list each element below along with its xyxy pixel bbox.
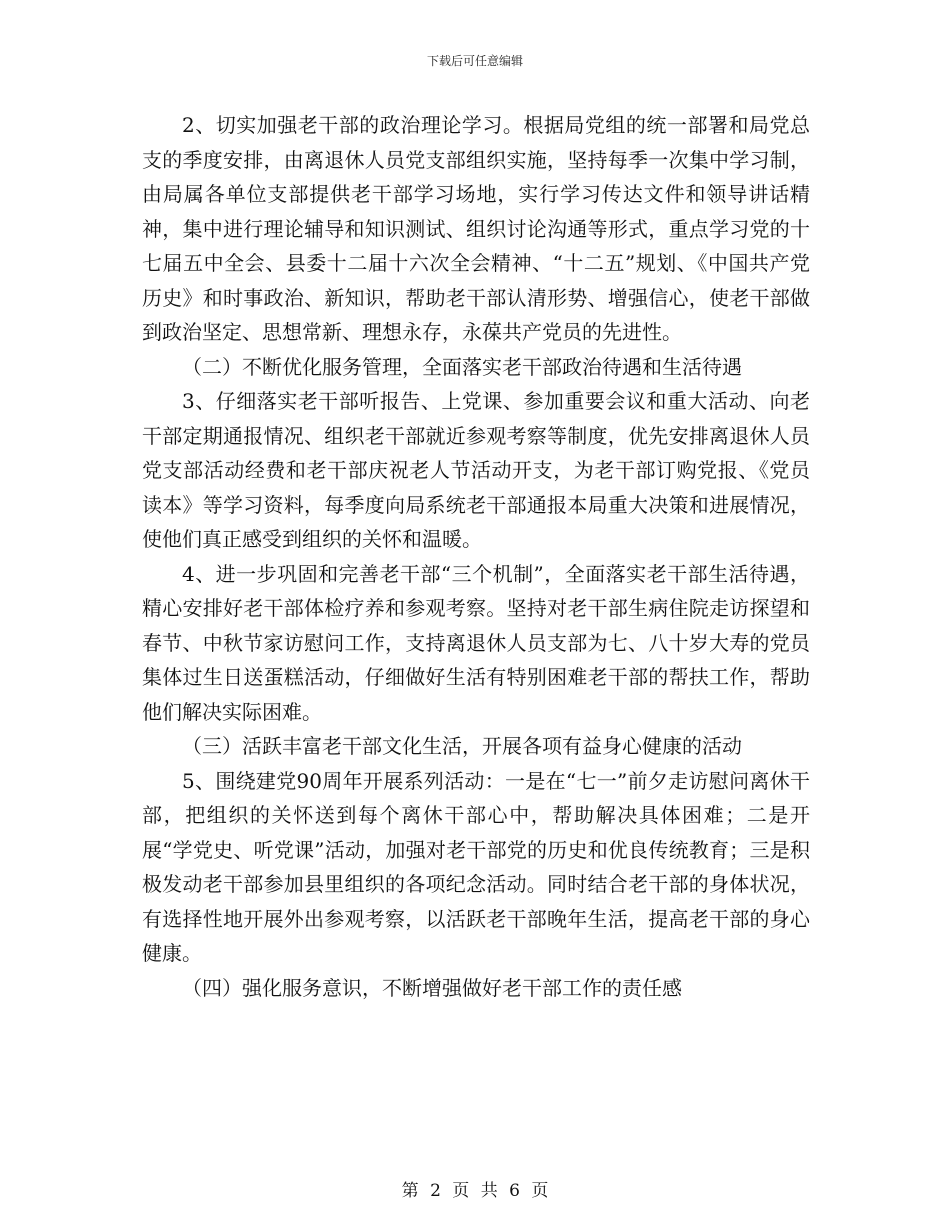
paragraph-item-5: 5、围绕建党90周年开展系列活动：一是在“七一”前夕走访慰问离休干部，把组织的关怀送到每个离休干部心中，帮助解决具体困难；二是开展“学党史、听党课”活动，加强对老干部党的历史和优良传统教育；三是积极发动老干部参加县里组织的各项纪念活动。同时结合老干部的身体状况，有选择性地开展外出参观考察，以活跃老干部晚年生活，提高老干部的身心健康。 (142, 768, 810, 965)
section-heading-4: （四）强化服务意识，不断增强做好老干部工作的责任感 (182, 975, 682, 1000)
section-heading-3: （三）活跃丰富老干部文化生活，开展各项有益身心健康的活动 (182, 734, 742, 758)
paragraph-item-2: 2、切实加强老干部的政治理论学习。根据局党组的统一部署和局党总支的季度安排，由离退休人员党支部组织实施，坚持每季一次集中学习制，由局属各单位支部提供老干部学习场地，实行学习传达文件和领导讲话精神，集中进行理论辅导和知识测试、组织讨论沟通等形式，重点学习党的十七届五中全会、县委十二届十六次全会精神、“十二五”规划、《中国共产党历史》和时事政治、新知识，帮助老干部认清形势、增强信心，使老干部做到政治坚定、思想常新、理想永存，永葆共产党员的先进性。 (142, 113, 810, 344)
section-heading-2: （二）不断优化服务管理，全面落实老干部政治待遇和生活待遇 (182, 354, 742, 379)
document-body (142, 108, 810, 1005)
page-footer: 第 2 页 共 6 页 (401, 1181, 549, 1201)
paragraph-item-4: 4、进一步巩固和完善老干部“三个机制”，全面落实老干部生活待遇，精心安排好老干部体检疗养和参观考察。坚持对老干部生病住院走访探望和春节、中秋节家访慰问工作，支持离退休人员支部为七、八十岁大寿的党员集体过生日送蛋糕活动，仔细做好生活有特别困难老干部的帮扶工作，帮助他们解决实际困难。 (142, 561, 810, 724)
paragraph-item-3: 3、仔细落实老干部听报告、上党课、参加重要会议和重大活动、向老干部定期通报情况、组织老干部就近参观考察等制度，优先安排离退休人员党支部活动经费和老干部庆祝老人节活动开支，为老干部订购党报、《党员读本》等学习资料，每季度向局系统老干部通报本局重大决策和进展情况，使他们真正感受到组织的关怀和温暖。 (142, 389, 810, 551)
page-header: 下载后可任意编辑 (426, 54, 523, 68)
